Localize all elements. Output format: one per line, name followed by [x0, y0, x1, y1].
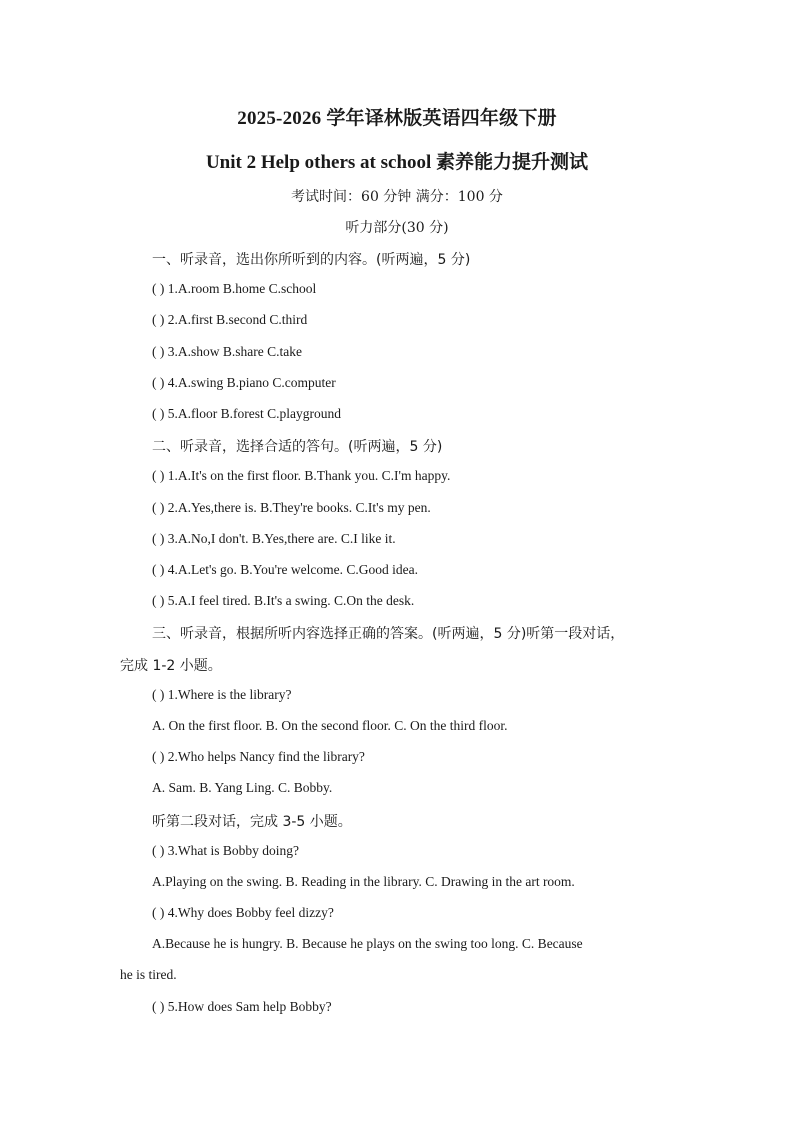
question-item: ( ) 3.A.No,I don't. B.Yes,there are. C.I like it. — [152, 531, 396, 546]
dialogue-instruction: 听第二段对话，完成 3-5 小题。 — [152, 814, 352, 830]
question-item: ( ) 1.Where is the library? — [152, 687, 292, 702]
section2-heading: 二、听录音，选择合适的答句。(听两遍，5 分) — [152, 439, 443, 455]
answer-options: A.Because he is hungry. B. Because he plays on the swing too long. C. Because — [152, 936, 583, 951]
exam-info: 考试时间：60 分钟 满分：100 分 — [291, 189, 503, 205]
section3-heading-continued: 完成 1-2 小题。 — [120, 658, 222, 674]
answer-options: A.Playing on the swing. B. Reading in the library. C. Drawing in the art room. — [152, 874, 575, 889]
answer-options: A. Sam. B. Yang Ling. C. Bobby. — [152, 780, 333, 795]
answer-options: A. On the first floor. B. On the second floor. C. On the third floor. — [152, 718, 508, 733]
exam-title: 2025-2026 学年译林版英语四年级下册 — [237, 108, 557, 129]
question-item: ( ) 4.A.swing B.piano C.computer — [152, 375, 336, 390]
section1-heading: 一、听录音，选出你所听到的内容。(听两遍，5 分) — [152, 252, 471, 268]
question-item: ( ) 2.A.first B.second C.third — [152, 312, 308, 327]
question-item: ( ) 4.Why does Bobby feel dizzy? — [152, 905, 334, 920]
exam-subtitle: Unit 2 Help others at school 素养能力提升测试 — [205, 152, 589, 173]
section3-heading: 三、听录音，根据所听内容选择正确的答案。(听两遍，5 分)听第一段对话， — [152, 626, 625, 642]
question-item: ( ) 1.A.room B.home C.school — [152, 281, 317, 296]
question-item: ( ) 5.How does Sam help Bobby? — [152, 999, 332, 1014]
question-item: ( ) 2.A.Yes,there is. B.They're books. C.It's my pen. — [152, 500, 431, 515]
answer-options-continued: he is tired. — [120, 967, 177, 982]
question-item: ( ) 2.Who helps Nancy find the library? — [152, 749, 365, 764]
question-item: ( ) 1.A.It's on the first floor. B.Thank you. C.I'm happy. — [152, 468, 451, 483]
question-item: ( ) 3.What is Bobby doing? — [152, 843, 299, 858]
question-item: ( ) 5.A.floor B.forest C.playground — [152, 406, 341, 421]
question-item: ( ) 4.A.Let's go. B.You're welcome. C.Good idea. — [152, 562, 418, 577]
section-title: 听力部分(30 分) — [345, 220, 449, 236]
question-item: ( ) 5.A.I feel tired. B.It's a swing. C.On the desk. — [152, 593, 415, 608]
question-item: ( ) 3.A.show B.share C.take — [152, 344, 302, 359]
